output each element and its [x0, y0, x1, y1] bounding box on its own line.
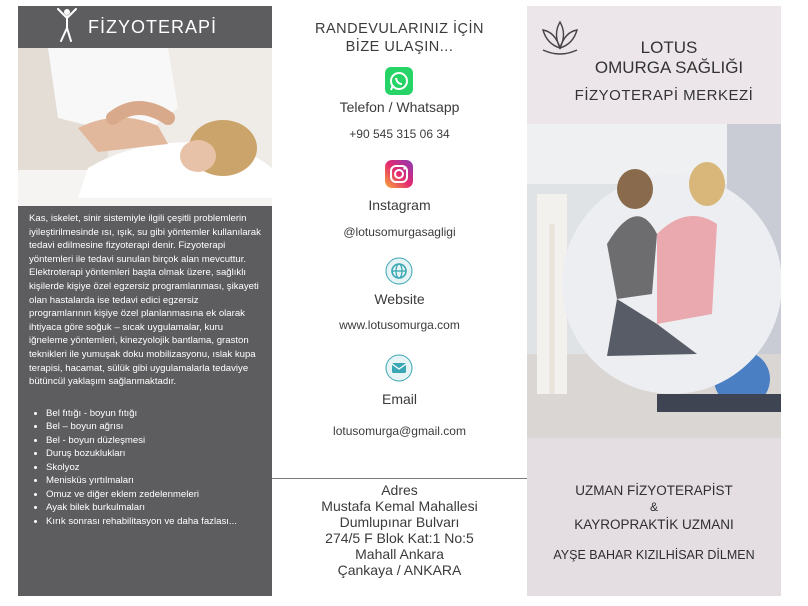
brand-line2: OMURGA SAĞLIĞI — [594, 58, 744, 77]
list-item: • Skolyoz — [46, 461, 262, 475]
title-line1: UZMAN FİZYOTERAPİST — [575, 483, 733, 498]
title-line2: KAYROPRAKTİK UZMANI — [574, 517, 734, 532]
brand-subtitle: FİZYOTERAPİ MERKEZİ — [574, 87, 754, 104]
title-ampersand: & — [649, 500, 658, 514]
address-block — [272, 482, 527, 578]
list-item: • Duruş bozuklukları — [46, 447, 262, 461]
stretching-figure-icon — [56, 8, 78, 47]
website-label: Website — [374, 291, 425, 307]
list-item: • Kırık sonrası rehabilitasyon ve daha fazlası... — [46, 515, 262, 529]
right-panel — [527, 6, 781, 596]
list-item: • Bel fıtığı - boyun fıtığı — [46, 407, 262, 421]
instagram-label: Instagram — [368, 197, 431, 213]
address-line: Dumlupınar Bulvarı — [339, 514, 460, 530]
mail-icon — [384, 353, 414, 383]
instagram-icon — [384, 159, 414, 189]
address-line: Mustafa Kemal Mahallesi — [321, 498, 478, 514]
contact-heading-line2: BİZE ULAŞIN... — [345, 39, 454, 55]
list-item: • Ayak bilek burkulmaları — [46, 501, 262, 515]
website-url[interactable]: www.lotusomurga.com — [339, 318, 460, 332]
left-body — [29, 212, 262, 528]
left-header — [18, 6, 272, 48]
brand-block — [527, 6, 781, 124]
specialist-title — [527, 482, 781, 533]
left-header-title: FİZYOTERAPİ — [88, 16, 218, 37]
email-address[interactable]: lotusomurga@gmail.com — [333, 424, 466, 438]
contact-panel — [272, 6, 527, 596]
brand-name — [557, 38, 781, 78]
whatsapp-icon — [384, 66, 414, 96]
globe-icon — [384, 256, 414, 286]
email-label: Email — [381, 391, 417, 407]
physiotherapy-description: Kas, iskelet, sinir sistemiyle ilgili çeşitli problemlerin iyileştirilmesinde ısı, ışık, su gibi yöntemler kullanılarak tedavi edilmesine fizyoterapi denir. Fizyoterapi yöntemleri ile tedavi sunulan birçok alan mevcuttur. Elektroterapi yöntemleri başta olmak üzere, sağlıklı kişilerde kişiye özel egzersiz programlanması, şikayeti olan hastalarda ise tedavi edici egzersiz programlarının kişiye özel planlanmasına ek olarak ihtiyaca göre soğuk – sıcak uygulamalar, kuru iğneleme yöntemleri, kinezyolojik bantlama, graston teknikleri ile yumuşak doku mobilizasyonu, ıslak kupa terapisi, hacamat, sülük gibi uygulamalarla tedaviye bütüncül yaklaşım sağlanmaktadır. — [29, 213, 261, 388]
address-title: Adres — [381, 482, 418, 498]
address-line: Mahall Ankara — [355, 546, 444, 562]
phone-label: Telefon / Whatsapp — [339, 99, 460, 115]
list-item: • Bel - boyun düzleşmesi — [46, 434, 262, 448]
conditions-list — [29, 407, 262, 529]
address-line: 274/5 F Blok Kat:1 No:5 — [325, 530, 474, 546]
divider — [272, 478, 527, 479]
specialist-block — [527, 438, 781, 596]
doctor-name: AYŞE BAHAR KIZILHİSAR DİLMEN — [553, 548, 755, 562]
instagram-handle[interactable]: @lotusomurgasagligi — [343, 225, 456, 239]
physiotherapy-photo — [18, 48, 272, 206]
clinic-photo — [527, 124, 781, 440]
list-item: • Bel – boyun ağrısı — [46, 420, 262, 434]
list-item: • Menisküs yırtılmaları — [46, 474, 262, 488]
list-item: • Omuz ve diğer eklem zedelenmeleri — [46, 488, 262, 502]
left-panel — [18, 6, 272, 596]
phone-number[interactable]: +90 545 315 06 34 — [349, 127, 450, 141]
address-line: Çankaya / ANKARA — [337, 562, 462, 578]
contact-heading-line1: RANDEVULARINIZ İÇİN — [314, 21, 485, 37]
brand-line1: LOTUS — [640, 38, 698, 57]
contact-heading — [272, 20, 527, 56]
